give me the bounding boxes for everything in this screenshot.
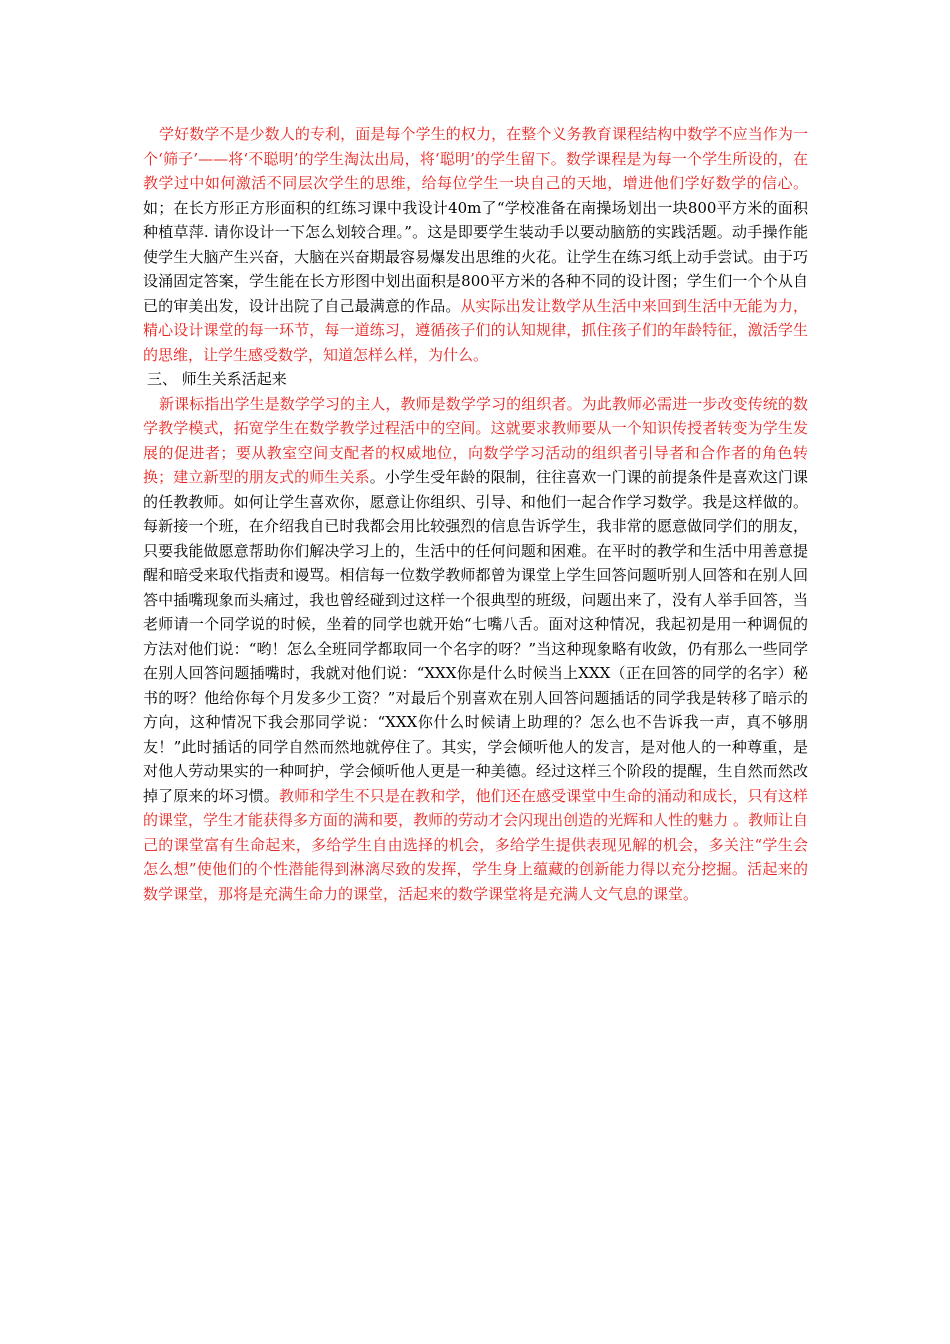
paragraph1-red-text-2: 从实际出发让数学从生活中来回到生活中无能为力，精心设计课堂的每一环节，每一道练习，遵循孩子们的认知规律，抓住孩子们的年龄特征，激活学生的思维，让学生感受数学，知道怎样么样，为什么。 <box>143 296 808 364</box>
paragraph1-black-text: 如；在长方形正方形面积的红练习课中我设计40m了“学校准备在南操场划出一块800平方米的面积种植草萍. 请你设计一下怎么划较合理。”。这是即要学生装动手以要动脑筋的实践活题。动手操作能使学生大脑产生兴奋，大脑在兴奋期最容易爆发出思维的火花。让学生在练习纸上动手尝试。由于巧设涌固定答案，学生能在长方形图中划出面积是800平方米的各种不同的设计图；学生们一个个从自已的审美出发，设计出院了自己最满意的作品。 <box>143 198 808 315</box>
paragraph-teacher-student-relationship <box>143 392 808 907</box>
section-heading-teacher-student: 三、 师生关系活起来 <box>147 370 287 388</box>
paragraph2-red-text-2: 教师和学生不只是在教和学，他们还在感受课堂中生命的涌动和成长，只有这样的课堂，学生才能获得多方面的满和要，教师的劳动才会闪现出创造的光辉和人性的魅力 。教师让自己的课堂富有生命起来，多给学生自由选择的机会，多给学生提供表现见解的机会，多关注“学生会怎么想”使他们的个性潜能得到淋漓尽致的发挥，学生身上蕴藏的创新能力得以充分挖掘。活起来的数学课堂，那将是充满生命力的课堂，活起来的数学课堂将是充满人文气息的课堂。 <box>143 786 808 903</box>
paragraph2-red-text-1: 新课标指出学生是数学学习的主人，教师是数学学习的组织者。为此教师必需进一步改变传统的数学教学模式，拓宽学生在数学教学过程活中的空间。这就要求教师要从一个知识传授者转变为学生发展的促进者；要从教室空间支配者的权威地位，向数学学习活动的组织者引导者和合作者的角色转换；建立新型的朋友式的师生关系 <box>143 394 808 486</box>
paragraph1-red-text-1: 学好数学不是少数人的专利，面是每个学生的权力，在整个义务教育课程结构中数学不应当作为一个‘筛子’——将‘不聪明’的学生淘汰出局，将‘聪明’的学生留下。数学课程是为每一个学生所设的，在教学过中如何激活不同层次学生的思维，给每位学生一块自己的天地，增进他们学好数学的信心。 <box>143 125 808 192</box>
document-body <box>143 122 808 906</box>
paragraph2-black-text: 。小学生受年龄的限制，往往喜欢一门课的前提条件是喜欢这门课的任教教师。如何让学生喜欢你，愿意让你组织、引导、和他们一起合作学习数学。我是这样做的。每新接一个班，在介绍我自已时我都会用比较强烈的信息告诉学生，我非常的愿意做同学们的朋友，只要我能做愿意帮助你们解决学习上的，生活中的任何问题和困难。在平时的教学和生活中用善意提醒和暗受来取代指责和谩骂。相信每一位数学教师都曾为课堂上学生回答问题听别人回答和在别人回答中插嘴现象而头痛过，我也曾经碰到过这样一个很典型的班级，问题出来了，没有人举手回答，当老师请一个同学说的时候，坐着的同学也就开始“七嘴八舌。面对这种情况，我起初是用一种调侃的方法对他们说：“哟！怎么全班同学都取同一个名字的呀？”当这种现象略有收敛，仍有那么一些同学在别人回答问题插嘴时，我就对他们说：“XXX你是什么时候当上XXX（正在回答的同学的名字）秘书的呀？他给你每个月发多少工资？”对最后个别喜欢在别人回答问题插话的同学我是转移了暗示的方向，这种情况下我会那同学说：“XXX你什么时候请上助理的？怎么也不告诉我一声，真不够朋友！”此时插话的同学自然而然地就停住了。其实，学会倾听他人的发言，是对他人的一种尊重，是对他人劳动果实的一种呵护，学会倾听他人更是一种美德。经过这样三个阶段的提醒，生自然而然改掉了原来的坏习惯。 <box>143 468 808 805</box>
paragraph-math-for-all <box>143 122 808 367</box>
